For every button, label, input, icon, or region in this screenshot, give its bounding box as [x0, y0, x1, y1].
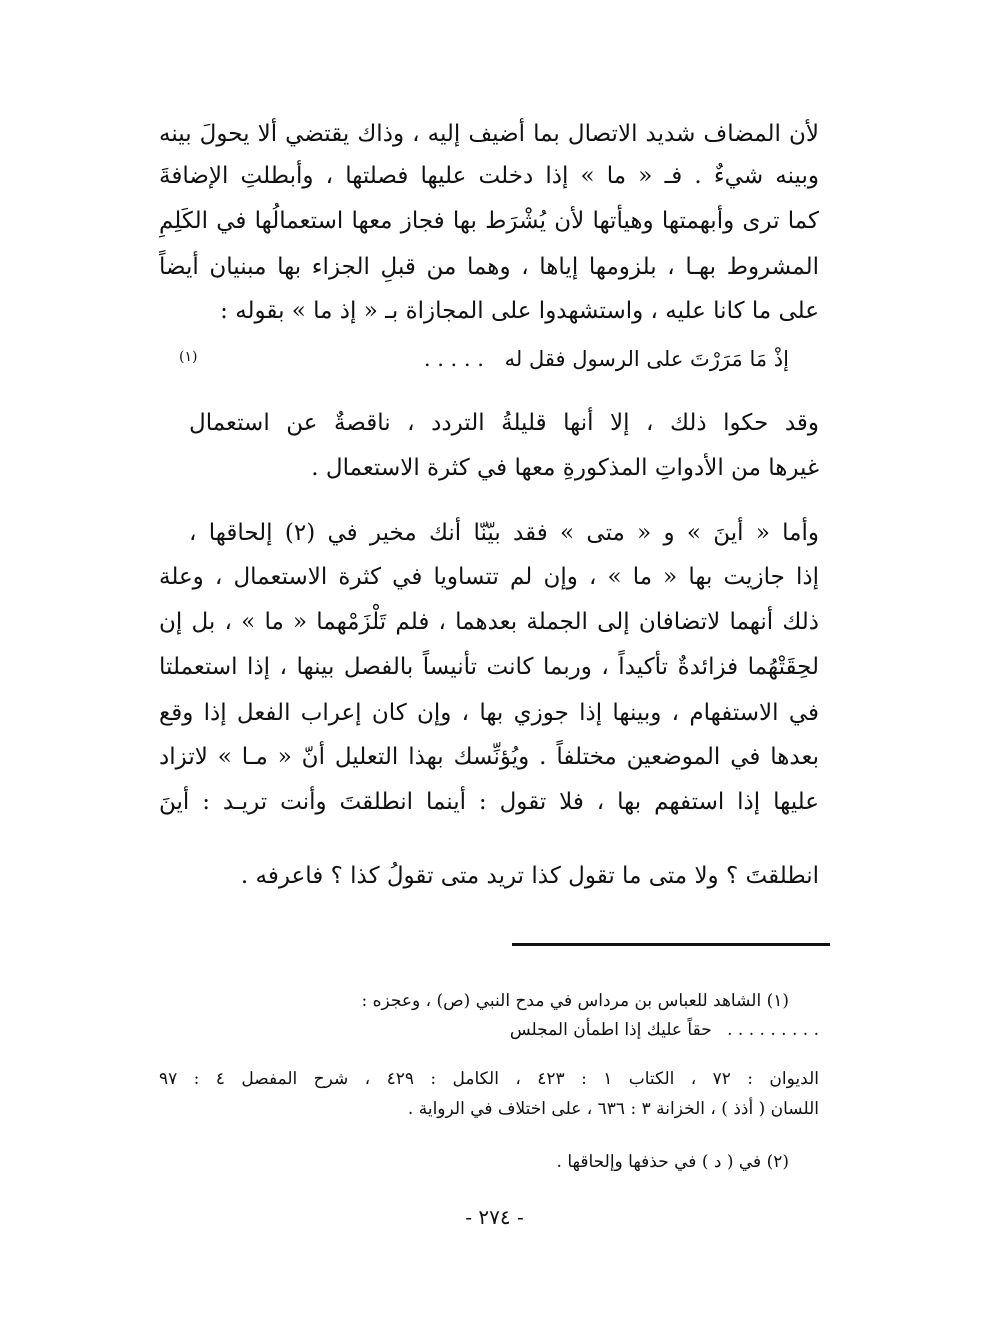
footnote-1-sources-cont: اللسان ( أذذ ) ، الخزانة ٣ : ٦٣٦ ، على اختلاف في الرواية . — [407, 1099, 819, 1119]
body-line: غيرها من الأدواتِ المذكورةِ معها في كثرة الاستعمال . — [311, 455, 819, 481]
footnote-1: (١) الشاهد للعباس بن مرداس في مدح النبي (ص) ، وعجزه : — [361, 991, 789, 1011]
verse-line — [179, 341, 789, 377]
body-line: ذلك أنهما لاتضافان إلى الجملة بعدهما ، فلم تَلْزَمْهما « ما » ، بل إن — [159, 609, 819, 635]
body-line: على ما كانا عليه ، واستشهدوا على المجازاة بـ « إذ ما » بقوله : — [220, 298, 819, 324]
body-line: وأما « أينَ » و « متى » فقد بيّنّا أنك مخير في (٢) إلحاقها ، — [189, 520, 819, 546]
footnote-1-sources: الديوان : ٧٢ ، الكتاب ١ : ٤٢٣ ، الكامل : ٤٢٩ ، شرح المفصل ٤ : ٩٧ — [159, 1069, 819, 1089]
body-line: انطلقتَ ؟ ولا متى ما تقول كذا تريد متى تقولُ كذا ؟ فاعرفه . — [240, 863, 819, 889]
body-line: إذا جازيت بها « ما » ، وإن لم تتساويا في كثرة الاستعمال ، وعلة — [159, 564, 819, 590]
hemistich-ellipsis: . . . . . . . . . — [727, 1020, 819, 1040]
footnote-separator — [512, 943, 830, 946]
verse-ellipsis: . . . . . — [423, 347, 484, 371]
body-line: لأن المضاف شديد الاتصال بما أضيف إليه ، وذاك يقتضي ألا يحولَ بينه — [159, 121, 819, 147]
body-line: وبينه شيءٌ . فـ « ما » إذا دخلت عليها فصلتها ، وأبطلتِ الإضافةَ — [159, 163, 819, 189]
body-line: المشروط بهـا ، بلزومها إياها ، وهما من قبلِ الجزاء بها مبنيان أيضاً — [159, 254, 819, 280]
body-line: في الاستفهام ، وبينها إذا جوزي بها ، وإن كان إعراب الفعل إذا وقع — [159, 700, 819, 726]
page-number: - ٢٧٤ - — [465, 1205, 524, 1229]
verse-text: إذْ مَا مَرَرْتَ على الرسول فقل له — [504, 347, 789, 371]
footnote-2: (٢) في ( د ) في حذفها وإلحاقها . — [556, 1152, 789, 1172]
body-line: عليها إذا استفهم بها ، فلا تقول : أينما انطلقتَ وأنت تريـد : أينَ — [159, 789, 819, 815]
footnote-reference: (١) — [179, 349, 198, 365]
body-line: كما ترى وأبهمتها وهيأتها لأن يُشْرَط بها فجاز معها استعمالُها في الكَلِمِ — [159, 208, 819, 234]
body-line: لحِقَتْهُما فزائدةٌ تأكيداً ، وربما كانت تأنيساً بالفصل بينها ، إذا استعملتا — [159, 654, 819, 680]
hemistich-text: حقاً عليك إذا اطمأن المجلس — [509, 1020, 712, 1040]
footnote-1-hemistich — [159, 1016, 819, 1044]
body-line: وقد حكوا ذلك ، إلا أنها قليلةُ التردد ، ناقصةٌ عن استعمال — [189, 410, 819, 436]
body-line: بعدها في الموضعين مختلفاً . ويُؤنِّسك بهذا التعليل أنّ « مـا » لاتزاد — [159, 744, 819, 770]
